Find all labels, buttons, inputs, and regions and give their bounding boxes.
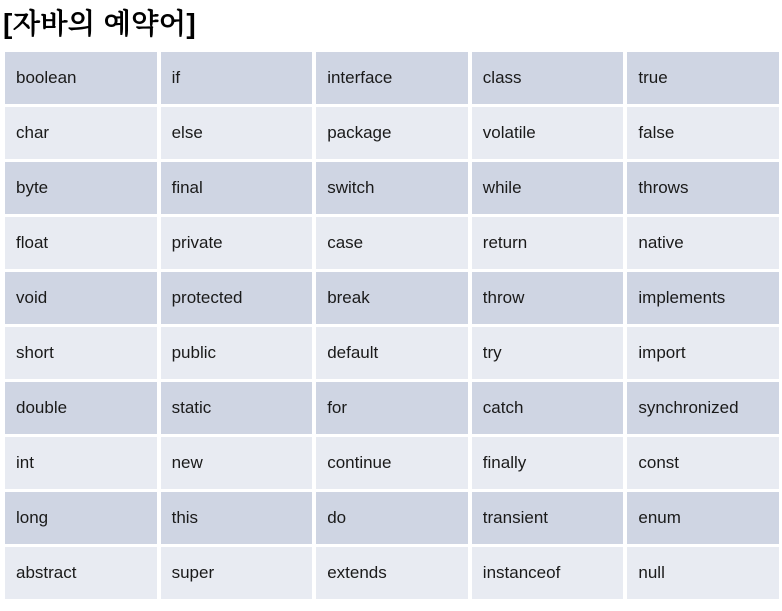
keyword-cell: false (627, 107, 779, 159)
keyword-cell: finally (472, 437, 624, 489)
keyword-cell: short (5, 327, 157, 379)
keyword-cell: public (161, 327, 313, 379)
keyword-cell: static (161, 382, 313, 434)
keyword-cell: true (627, 52, 779, 104)
keyword-cell: import (627, 327, 779, 379)
keyword-cell: transient (472, 492, 624, 544)
keyword-cell: boolean (5, 52, 157, 104)
keyword-cell: default (316, 327, 468, 379)
keyword-cell: synchronized (627, 382, 779, 434)
keyword-cell: interface (316, 52, 468, 104)
keyword-cell: private (161, 217, 313, 269)
keyword-cell: void (5, 272, 157, 324)
keyword-cell: const (627, 437, 779, 489)
keyword-cell: return (472, 217, 624, 269)
keyword-cell: int (5, 437, 157, 489)
keyword-cell: for (316, 382, 468, 434)
keyword-cell: throws (627, 162, 779, 214)
keyword-cell: case (316, 217, 468, 269)
keyword-cell: null (627, 547, 779, 599)
keyword-cell: if (161, 52, 313, 104)
keyword-cell: final (161, 162, 313, 214)
keyword-cell: while (472, 162, 624, 214)
keyword-cell: else (161, 107, 313, 159)
keyword-cell: protected (161, 272, 313, 324)
keyword-cell: catch (472, 382, 624, 434)
java-keywords-table (5, 52, 779, 599)
keyword-cell: throw (472, 272, 624, 324)
keyword-cell: long (5, 492, 157, 544)
keyword-cell: new (161, 437, 313, 489)
keyword-cell: native (627, 217, 779, 269)
keyword-cell: byte (5, 162, 157, 214)
keyword-cell: double (5, 382, 157, 434)
keyword-cell: do (316, 492, 468, 544)
keyword-cell: extends (316, 547, 468, 599)
keyword-cell: abstract (5, 547, 157, 599)
keyword-cell: volatile (472, 107, 624, 159)
keyword-cell: package (316, 107, 468, 159)
keyword-cell: break (316, 272, 468, 324)
page-title: [자바의 예약어] (3, 8, 197, 39)
keyword-cell: try (472, 327, 624, 379)
keyword-cell: enum (627, 492, 779, 544)
keyword-cell: char (5, 107, 157, 159)
keyword-cell: this (161, 492, 313, 544)
keyword-cell: super (161, 547, 313, 599)
keyword-cell: continue (316, 437, 468, 489)
keyword-cell: float (5, 217, 157, 269)
keyword-cell: switch (316, 162, 468, 214)
keyword-cell: class (472, 52, 624, 104)
keyword-cell: implements (627, 272, 779, 324)
keyword-cell: instanceof (472, 547, 624, 599)
